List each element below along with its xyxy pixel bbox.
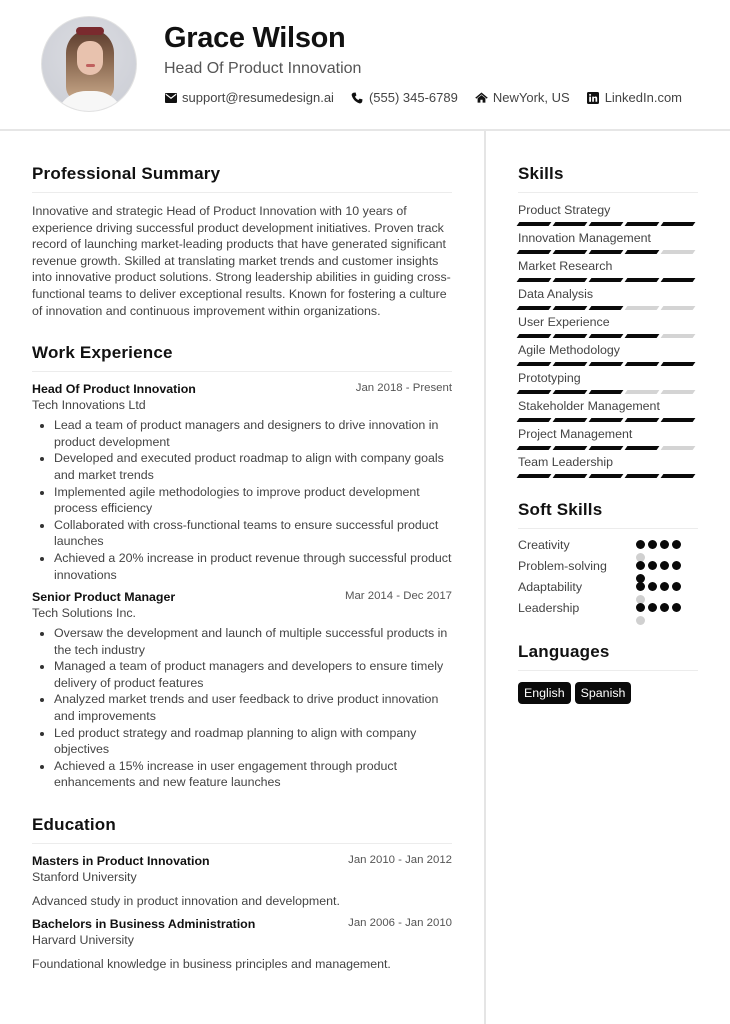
degree-title: Masters in Product Innovation: [32, 854, 210, 869]
skill-name: Product Strategy: [518, 203, 611, 217]
skill-segment-filled: [625, 446, 660, 450]
soft-skill-item: [518, 599, 698, 620]
education-description: Advanced study in product innovation and development.: [32, 894, 340, 909]
summary-section: [32, 164, 452, 319]
job-bullets: [32, 417, 452, 583]
skill-segment-filled: [625, 362, 660, 366]
linkedin-icon: [587, 91, 600, 104]
education-date: Jan 2006 - Jan 2010: [348, 917, 452, 930]
skill-segment-filled: [625, 278, 660, 282]
skill-name: Innovation Management: [518, 231, 651, 245]
skill-name: Data Analysis: [518, 287, 594, 301]
job-title: Senior Product Manager: [32, 590, 176, 605]
skill-segment-empty: [661, 250, 696, 254]
school-name: Stanford University: [32, 870, 137, 885]
skill-item: [518, 399, 698, 422]
skill-level-bar: [518, 474, 698, 478]
education-heading: Education: [32, 815, 452, 844]
skill-segment-filled: [661, 222, 696, 226]
skill-level-bar: [518, 306, 698, 310]
skill-segment-filled: [517, 418, 552, 422]
soft-skill-item: [518, 536, 698, 557]
education-entry: [32, 854, 452, 908]
job-bullet: Managed a team of product managers and developers to ensure timely delivery of product features: [54, 658, 452, 691]
job-bullet: Implemented agile methodologies to improve product development process efficiency: [54, 484, 452, 517]
skill-name: Agile Methodology: [518, 343, 620, 357]
rating-dot-filled: [636, 540, 645, 549]
skill-level-bar: [518, 278, 698, 282]
skill-level-bar: [518, 334, 698, 338]
envelope-icon: [164, 91, 177, 104]
skill-name: Project Management: [518, 427, 633, 441]
skill-level-bar: [518, 250, 698, 254]
skill-name: Stakeholder Management: [518, 399, 660, 413]
skill-segment-empty: [661, 306, 696, 310]
job-entry: [32, 382, 452, 583]
rating-dot-filled: [660, 603, 669, 612]
education-date: Jan 2010 - Jan 2012: [348, 854, 452, 867]
skill-segment-filled: [517, 474, 552, 478]
home-icon: [475, 91, 488, 104]
skill-segment-filled: [661, 418, 696, 422]
contact-linkedin[interactable]: [587, 90, 682, 105]
soft-skills-section: [518, 500, 698, 620]
soft-skill-item: [518, 557, 698, 578]
skill-segment-filled: [517, 250, 552, 254]
job-bullet: Oversaw the development and launch of multiple successful products in the tech industry: [54, 625, 452, 658]
skill-segment-filled: [553, 278, 588, 282]
rating-dot-filled: [636, 561, 645, 570]
skill-segment-filled: [625, 334, 660, 338]
rating-dot-filled: [636, 603, 645, 612]
skill-segment-filled: [517, 446, 552, 450]
skill-item: [518, 371, 698, 394]
languages-heading: Languages: [518, 642, 698, 671]
rating-dot-filled: [672, 540, 681, 549]
summary-text: Innovative and strategic Head of Product Innovation with 10 years of experience driving successful product development initiatives. Proven track record of launching market-leading products that have generated significant revenue growth. Skilled at translating market trends and customer insights into innovative product solutions. Strong leadership abilities in guiding cross-functional teams to deliver exceptional results. Known for fostering a culture of innovation and continuous improvement within organizations.: [32, 204, 451, 318]
skill-segment-filled: [553, 474, 588, 478]
phone-icon: [351, 91, 364, 104]
job-company: Tech Innovations Ltd: [32, 398, 146, 413]
experience-section: [32, 343, 452, 791]
languages-list: [518, 682, 698, 704]
skill-segment-filled: [517, 222, 552, 226]
skill-segment-filled: [625, 418, 660, 422]
skill-segment-filled: [553, 418, 588, 422]
soft-skill-item: [518, 578, 698, 599]
skill-segment-filled: [517, 278, 552, 282]
rating-dot-filled: [648, 603, 657, 612]
contact-phone[interactable]: [351, 90, 458, 105]
skill-segment-filled: [625, 474, 660, 478]
skill-name: Prototyping: [518, 371, 581, 385]
skill-segment-filled: [589, 222, 624, 226]
skill-segment-filled: [661, 278, 696, 282]
job-bullet: Analyzed market trends and user feedback to drive product innovation and improvements: [54, 691, 452, 724]
soft-skills-list: [518, 536, 698, 620]
sidebar-column: [518, 131, 698, 704]
rating-dot-filled: [660, 582, 669, 591]
skills-list: [518, 203, 698, 478]
skill-segment-empty: [661, 334, 696, 338]
job-title: Head Of Product Innovation: [32, 382, 196, 397]
education-description: Foundational knowledge in business principles and management.: [32, 957, 391, 972]
main-column: [32, 131, 452, 971]
skill-item: [518, 315, 698, 338]
resume-header: [0, 0, 730, 131]
skill-segment-filled: [589, 250, 624, 254]
skill-segment-filled: [589, 418, 624, 422]
contact-list: [164, 90, 699, 105]
languages-section: [518, 642, 698, 704]
school-name: Harvard University: [32, 933, 134, 948]
education-section: [32, 815, 452, 971]
skill-item: [518, 203, 698, 226]
job-entry: [32, 590, 452, 791]
skill-item: [518, 259, 698, 282]
skill-item: [518, 287, 698, 310]
skill-segment-filled: [661, 362, 696, 366]
skill-level-bar: [518, 446, 698, 450]
skill-segment-filled: [625, 222, 660, 226]
job-bullet: Collaborated with cross-functional teams to ensure successful product launches: [54, 517, 452, 550]
skill-segment-filled: [589, 334, 624, 338]
candidate-role: Head Of Product Innovation: [164, 60, 362, 77]
rating-dot-filled: [672, 582, 681, 591]
skill-name: User Experience: [518, 315, 610, 329]
soft-skill-rating: [636, 599, 686, 625]
job-company: Tech Solutions Inc.: [32, 606, 137, 621]
job-bullet: Achieved a 20% increase in product revenue through successful product innovations: [54, 550, 452, 582]
skill-item: [518, 343, 698, 366]
contact-location-text: NewYork, US: [492, 90, 570, 105]
column-divider: [484, 131, 486, 1024]
job-bullet: Developed and executed product roadmap to align with company goals and market trends: [54, 450, 452, 483]
skill-level-bar: [518, 418, 698, 422]
contact-location: [475, 90, 570, 105]
job-bullet: Lead a team of product managers and designers to drive innovation in product development: [54, 417, 452, 450]
skill-segment-filled: [553, 306, 588, 310]
job-bullets: [32, 625, 452, 791]
skill-segment-filled: [625, 250, 660, 254]
rating-dot-filled: [660, 561, 669, 570]
job-date: Mar 2014 - Dec 2017: [344, 590, 452, 603]
skill-item: [518, 455, 698, 478]
candidate-name: Grace Wilson: [164, 22, 346, 54]
skill-segment-filled: [589, 306, 624, 310]
rating-dot-empty: [636, 616, 645, 625]
skill-level-bar: [518, 390, 698, 394]
skill-segment-filled: [517, 306, 552, 310]
skill-level-bar: [518, 362, 698, 366]
language-tag: Spanish: [575, 682, 632, 704]
skill-segment-empty: [625, 390, 660, 394]
skill-segment-filled: [517, 390, 552, 394]
summary-heading: Professional Summary: [32, 164, 452, 193]
soft-skill-name: Problem-solving: [518, 559, 607, 573]
job-date: Jan 2018 - Present: [355, 382, 452, 395]
skill-segment-filled: [517, 334, 552, 338]
soft-skill-name: Adaptability: [518, 580, 583, 594]
job-bullet: Achieved a 15% increase in user engagement through product enhancements and new feature launches: [54, 758, 452, 791]
rating-dot-filled: [648, 582, 657, 591]
soft-skill-name: Leadership: [518, 601, 580, 615]
rating-dot-filled: [648, 561, 657, 570]
rating-dot-filled: [672, 603, 681, 612]
soft-skill-name: Creativity: [518, 538, 570, 552]
degree-title: Bachelors in Business Administration: [32, 917, 256, 932]
skill-segment-filled: [553, 446, 588, 450]
education-entry: [32, 917, 452, 971]
job-bullet: Led product strategy and roadmap planning to align with company objectives: [54, 725, 452, 758]
contact-email-text: support@resumedesign.ai: [182, 90, 334, 105]
profile-photo: [41, 16, 137, 112]
skill-segment-filled: [553, 222, 588, 226]
skill-segment-filled: [589, 474, 624, 478]
skill-segment-filled: [589, 390, 624, 394]
skill-segment-filled: [553, 334, 588, 338]
language-tag: English: [518, 682, 571, 704]
skills-section: [518, 164, 698, 478]
skill-item: [518, 231, 698, 254]
soft-skills-heading: Soft Skills: [518, 500, 698, 529]
contact-linkedin-text: LinkedIn.com: [604, 90, 683, 105]
skill-level-bar: [518, 222, 698, 226]
experience-heading: Work Experience: [32, 343, 452, 372]
skill-segment-filled: [553, 250, 588, 254]
skill-segment-filled: [553, 390, 588, 394]
skill-item: [518, 427, 698, 450]
skill-segment-filled: [661, 474, 696, 478]
skill-name: Team Leadership: [518, 455, 614, 469]
skill-segment-filled: [589, 362, 624, 366]
skill-segment-filled: [517, 362, 552, 366]
rating-dot-filled: [636, 582, 645, 591]
skill-segment-empty: [661, 390, 696, 394]
rating-dot-filled: [660, 540, 669, 549]
skills-heading: Skills: [518, 164, 698, 193]
skill-name: Market Research: [518, 259, 613, 273]
contact-email[interactable]: [164, 90, 334, 105]
rating-dot-filled: [648, 540, 657, 549]
skill-segment-filled: [553, 362, 588, 366]
skill-segment-empty: [625, 306, 660, 310]
skill-segment-filled: [589, 446, 624, 450]
contact-phone-text: (555) 345-6789: [368, 90, 458, 105]
skill-segment-filled: [589, 278, 624, 282]
skill-segment-empty: [661, 446, 696, 450]
rating-dot-filled: [672, 561, 681, 570]
